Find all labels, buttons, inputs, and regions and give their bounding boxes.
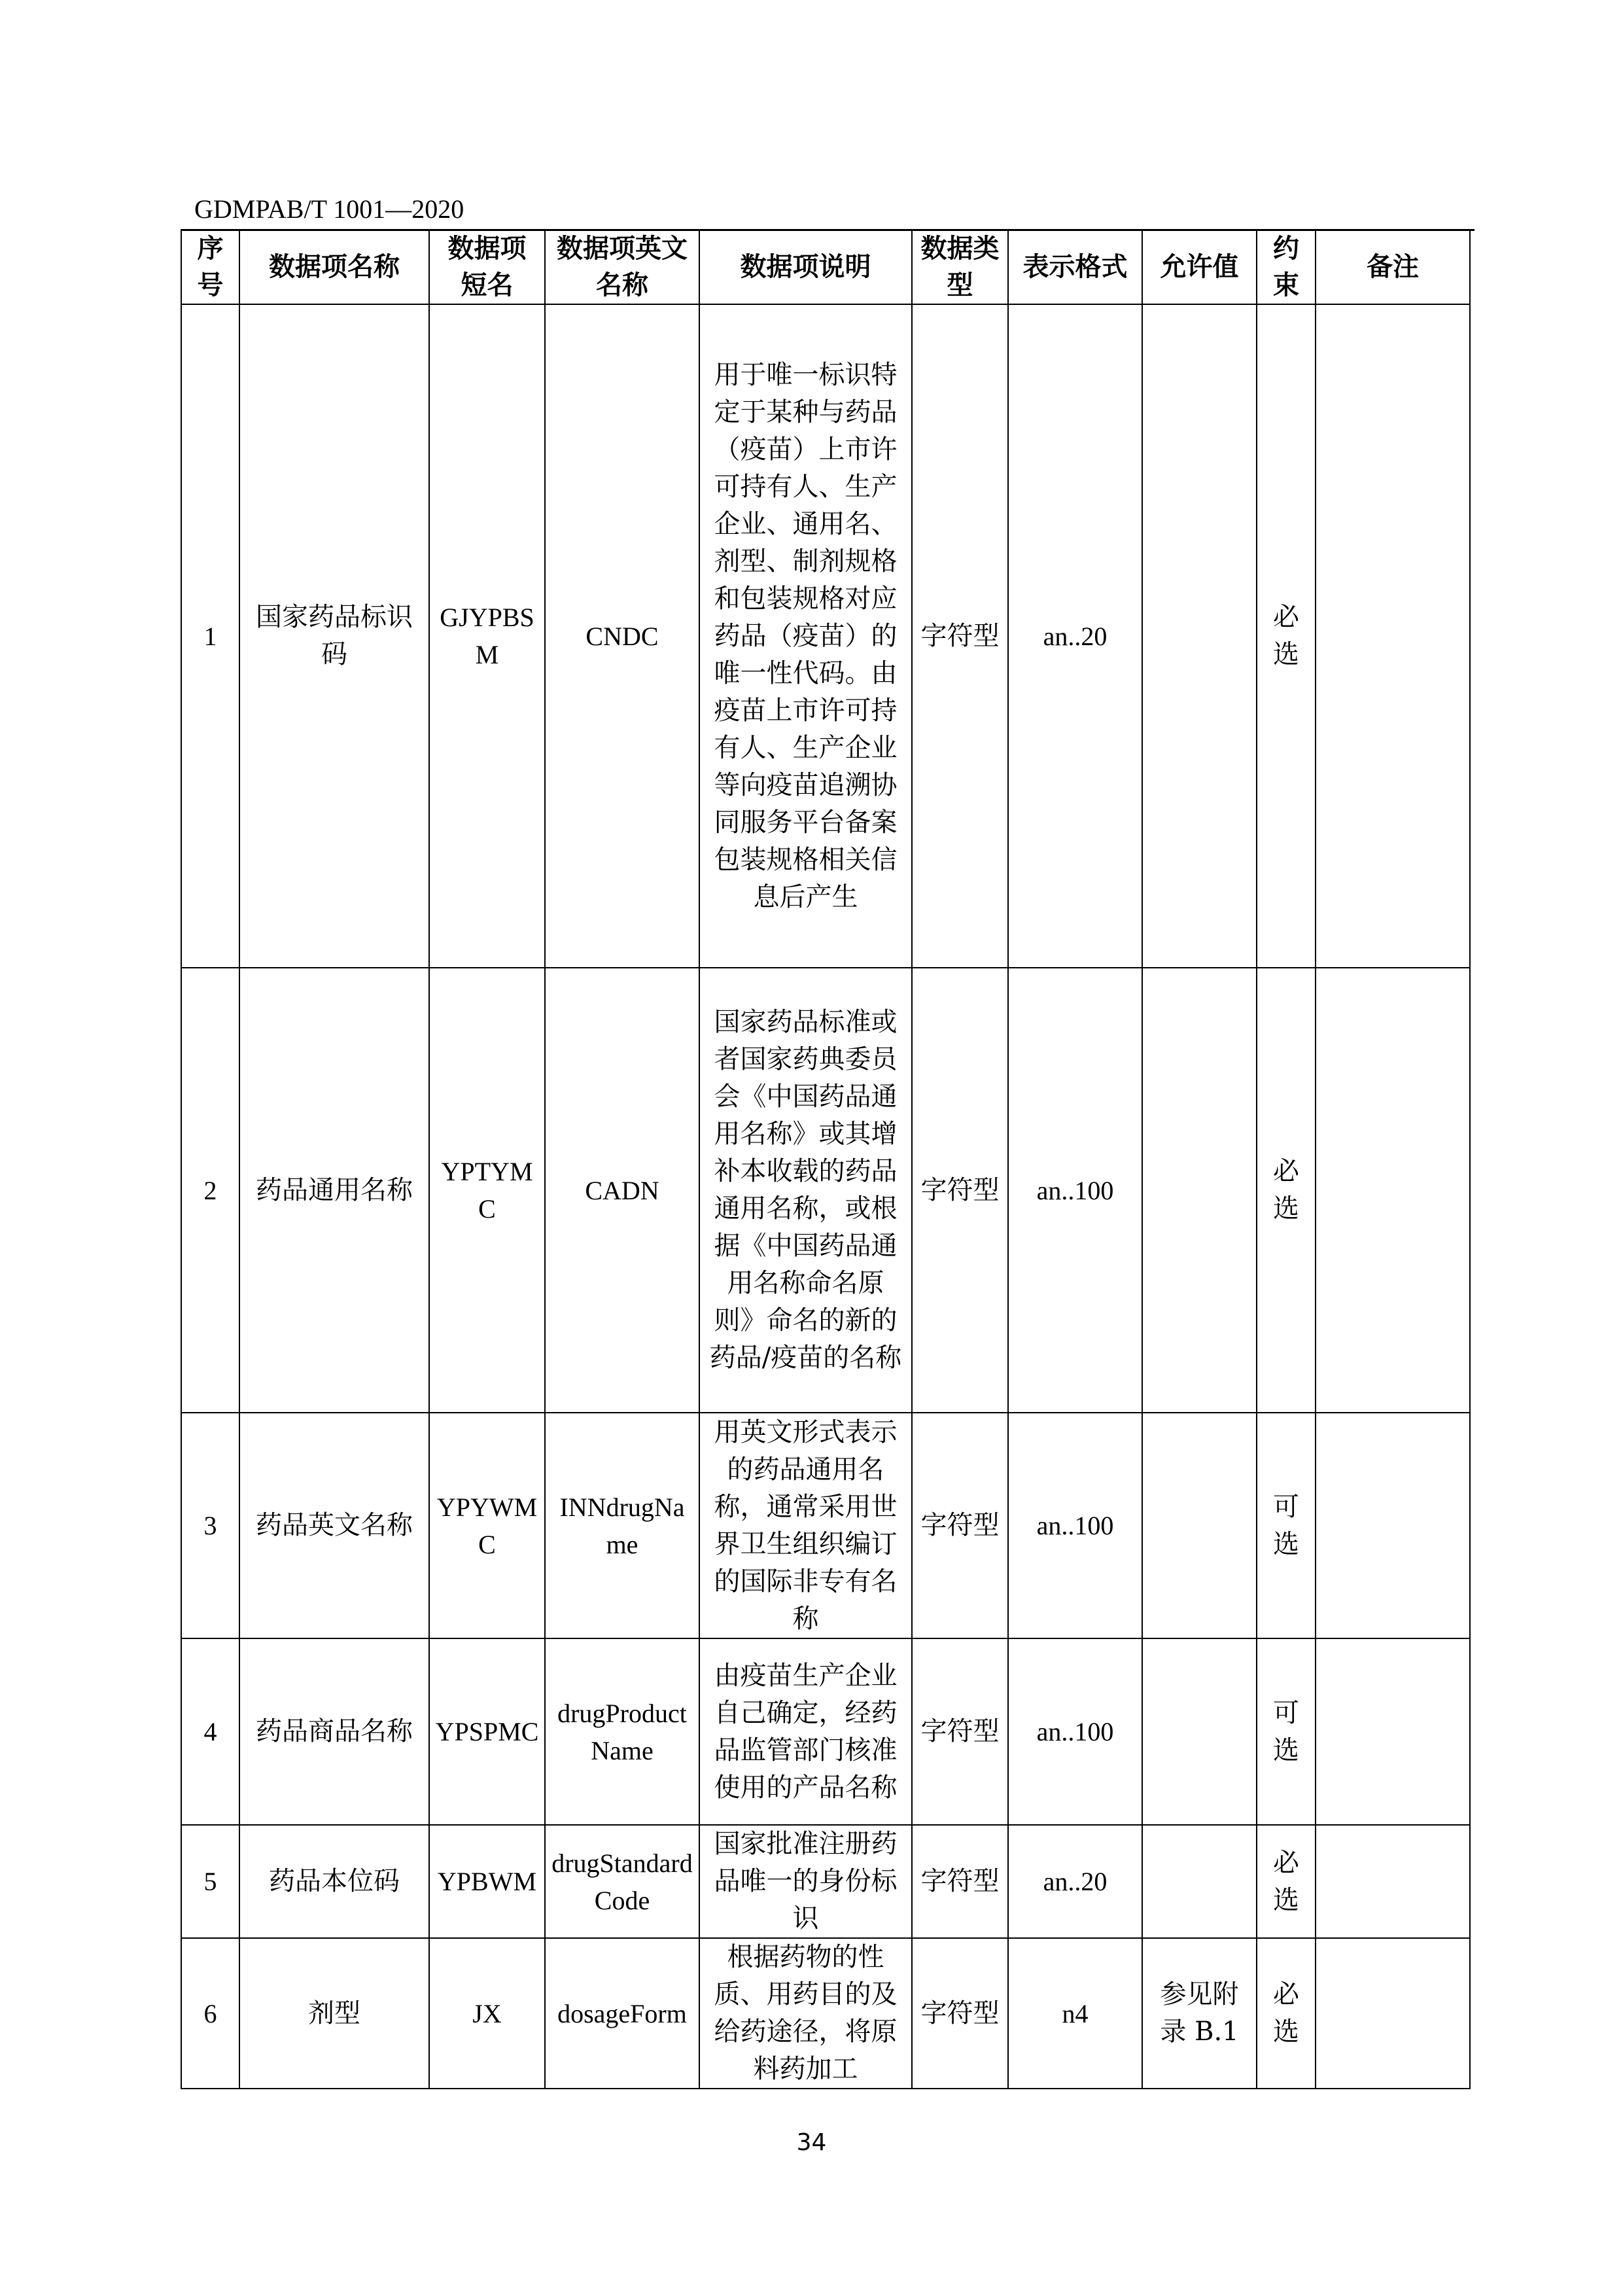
cell-constraint: 可选 xyxy=(1257,1638,1316,1825)
cell-constraint: 必选 xyxy=(1257,968,1316,1413)
column-header-name: 数据项名称 xyxy=(239,230,429,304)
cell-short-name: YPBWM xyxy=(429,1825,545,1938)
cell-description: 国家批准注册药品唯一的身份标识 xyxy=(699,1825,912,1938)
cell-allowed-values: 参见附录 B.1 xyxy=(1142,1938,1257,2089)
cell-name: 剂型 xyxy=(239,1938,429,2089)
cell-short-name: GJYPBSM xyxy=(429,304,545,968)
column-header-no: 序号 xyxy=(181,230,239,304)
cell-description: 根据药物的性质、用药目的及给药途径，将原料药加工 xyxy=(699,1938,912,2089)
cell-remark xyxy=(1316,304,1470,968)
cell-no: 4 xyxy=(181,1638,239,1825)
cell-short-name: YPSPMC xyxy=(429,1638,545,1825)
cell-format: an..20 xyxy=(1008,304,1142,968)
cell-allowed-values xyxy=(1142,304,1257,968)
cell-allowed-values xyxy=(1142,968,1257,1413)
cell-name: 国家药品标识码 xyxy=(239,304,429,968)
table-row xyxy=(181,304,1470,968)
table-header-row xyxy=(181,230,1470,304)
cell-description: 由疫苗生产企业自己确定，经药品监管部门核准使用的产品名称 xyxy=(699,1638,912,1825)
cell-remark xyxy=(1316,1638,1470,1825)
column-header-allowed-values: 允许值 xyxy=(1142,230,1257,304)
cell-english-name: INNdrugName xyxy=(545,1413,699,1638)
column-header-short-name: 数据项短名 xyxy=(429,230,545,304)
cell-remark xyxy=(1316,968,1470,1413)
cell-data-type: 字符型 xyxy=(912,1638,1008,1825)
cell-remark xyxy=(1316,1413,1470,1638)
cell-description: 国家药品标准或者国家药典委员会《中国药品通用名称》或其增补本收载的药品通用名称，或根据《中国药品通用名称命名原则》命名的新的药品/疫苗的名称 xyxy=(699,968,912,1413)
cell-allowed-values xyxy=(1142,1825,1257,1938)
cell-constraint: 必选 xyxy=(1257,304,1316,968)
cell-short-name: JX xyxy=(429,1938,545,2089)
standard-code: GDMPAB/T 1001—2020 xyxy=(194,194,464,224)
cell-short-name: YPTYMC xyxy=(429,968,545,1413)
cell-english-name: CNDC xyxy=(545,304,699,968)
column-header-format: 表示格式 xyxy=(1008,230,1142,304)
cell-english-name: drugProductName xyxy=(545,1638,699,1825)
table-row xyxy=(181,1938,1470,2089)
cell-data-type: 字符型 xyxy=(912,1938,1008,2089)
cell-no: 5 xyxy=(181,1825,239,1938)
cell-allowed-values xyxy=(1142,1638,1257,1825)
cell-allowed-values xyxy=(1142,1413,1257,1638)
column-header-description: 数据项说明 xyxy=(699,230,912,304)
table-row xyxy=(181,1413,1470,1638)
cell-no: 1 xyxy=(181,304,239,968)
cell-remark xyxy=(1316,1825,1470,1938)
cell-no: 3 xyxy=(181,1413,239,1638)
cell-english-name: drugStandardCode xyxy=(545,1825,699,1938)
cell-data-type: 字符型 xyxy=(912,304,1008,968)
cell-data-type: 字符型 xyxy=(912,968,1008,1413)
column-header-english-name: 数据项英文名称 xyxy=(545,230,699,304)
cell-no: 2 xyxy=(181,968,239,1413)
cell-short-name: YPYWMC xyxy=(429,1413,545,1638)
cell-description: 用英文形式表示的药品通用名称，通常采用世界卫生组织编订的国际非专有名称 xyxy=(699,1413,912,1638)
cell-remark xyxy=(1316,1938,1470,2089)
cell-constraint: 必选 xyxy=(1257,1938,1316,2089)
cell-name: 药品本位码 xyxy=(239,1825,429,1938)
cell-constraint: 可选 xyxy=(1257,1413,1316,1638)
cell-name: 药品通用名称 xyxy=(239,968,429,1413)
table-row xyxy=(181,1825,1470,1938)
cell-format: an..20 xyxy=(1008,1825,1142,1938)
column-header-constraint: 约束 xyxy=(1257,230,1316,304)
cell-constraint: 必选 xyxy=(1257,1825,1316,1938)
page-number: 34 xyxy=(796,2129,827,2156)
table-row xyxy=(181,968,1470,1413)
table-row xyxy=(181,1638,1470,1825)
column-header-data-type: 数据类型 xyxy=(912,230,1008,304)
cell-name: 药品商品名称 xyxy=(239,1638,429,1825)
cell-format: an..100 xyxy=(1008,1413,1142,1638)
cell-format: an..100 xyxy=(1008,968,1142,1413)
cell-data-type: 字符型 xyxy=(912,1825,1008,1938)
cell-format: n4 xyxy=(1008,1938,1142,2089)
cell-description: 用于唯一标识特定于某种与药品（疫苗）上市许可持有人、生产企业、通用名、剂型、制剂规格和包装规格对应药品（疫苗）的唯一性代码。由疫苗上市许可持有人、生产企业等向疫苗追溯协同服务平台备案包装规格相关信息后产生 xyxy=(699,304,912,968)
cell-name: 药品英文名称 xyxy=(239,1413,429,1638)
data-element-table xyxy=(181,229,1471,2089)
cell-no: 6 xyxy=(181,1938,239,2089)
cell-english-name: CADN xyxy=(545,968,699,1413)
cell-format: an..100 xyxy=(1008,1638,1142,1825)
column-header-remark: 备注 xyxy=(1316,230,1470,304)
cell-english-name: dosageForm xyxy=(545,1938,699,2089)
cell-data-type: 字符型 xyxy=(912,1413,1008,1638)
